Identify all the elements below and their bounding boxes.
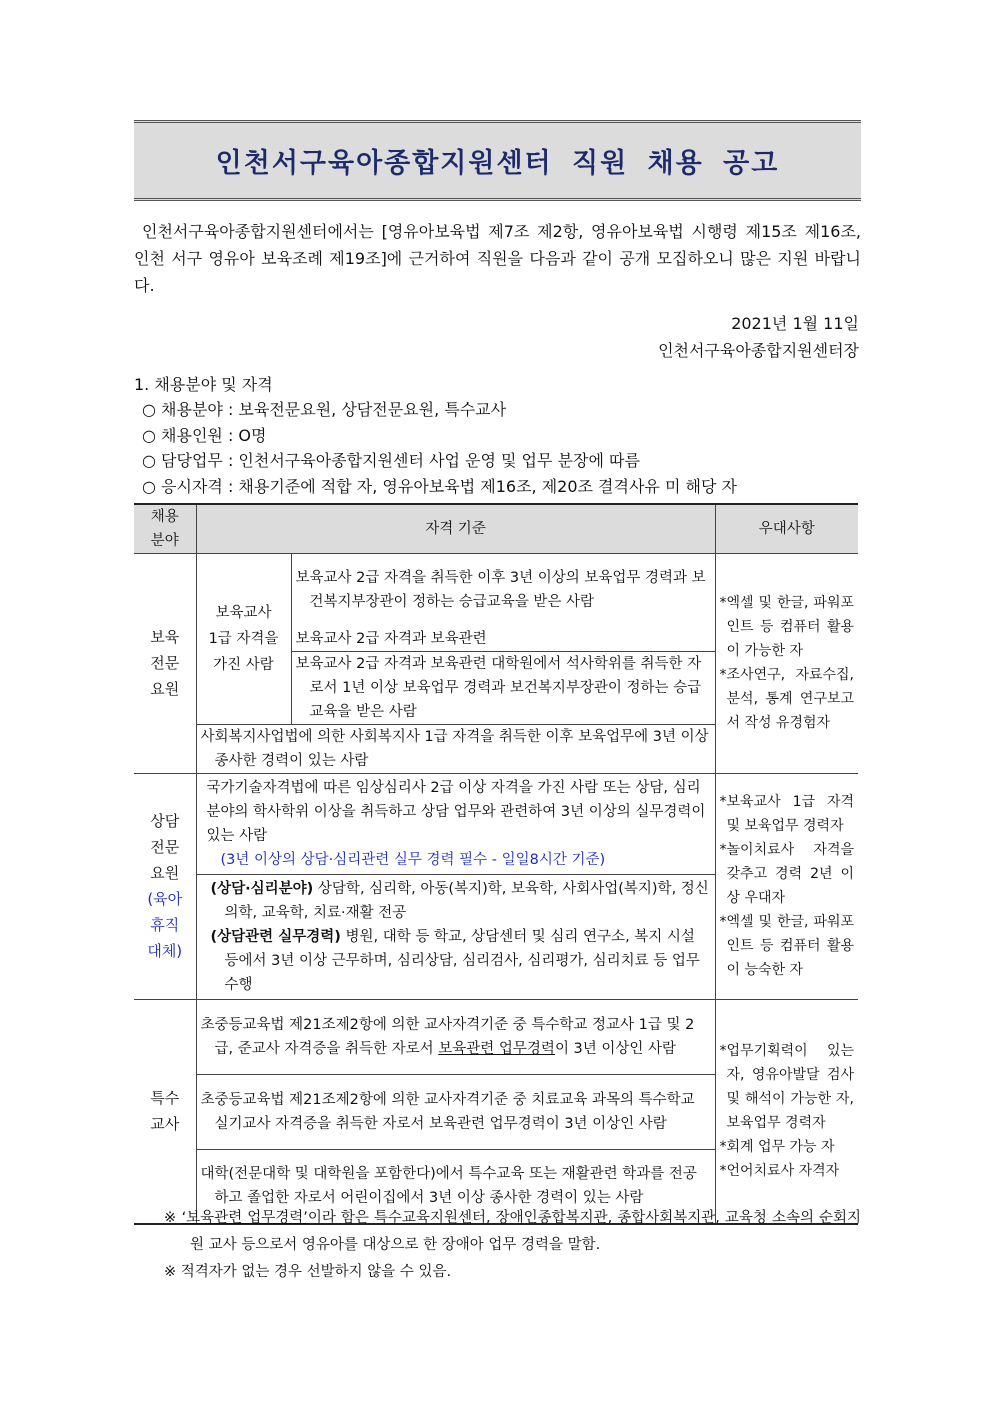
special-item-1-b: 이 3년 이상인 사람 — [554, 1040, 677, 1057]
counsel-main-text: 국가기술자격법에 따른 임상심리사 2급 이상 자격을 가진 사람 또는 상담, 심리분야의 학사학위 이상을 취득하고 상담 업무와 관련하여 3년 이상의 실무경력이 있는 사람 — [206, 779, 706, 844]
childcare-item-3: 보육교사 2급 자격과 보육관련 대학원에서 석사학위를 취득한 자로서 1년 이상 보육업무 경력과 보건복지부장관이 정하는 승급교육을 받은 사람 — [291, 651, 715, 724]
field-counsel-label: 상담 전문 요원 — [150, 812, 180, 882]
special-item-2: 초중등교육법 제21조제2항에 의한 교사자격기준 중 치료교육 과목의 특수학교 실기교사 자격증을 취득한 자로서 보육관련 업무경력이 3년 이상인 사람 — [196, 1074, 715, 1149]
childcare-other: 사회복지사업법에 의한 사회복지사 1급 자격을 취득한 이후 보육업무에 3년 이상 종사한 경력이 있는 사람 — [196, 724, 715, 773]
field-counsel-note: (육아 휴직 대체) — [147, 890, 183, 960]
section-bullets — [142, 397, 737, 499]
counsel-area — [207, 877, 711, 925]
page-title: 인천서구육아종합지원센터 직원 채용 공고 — [215, 148, 780, 179]
field-childcare: 보육 전문 요원 — [134, 554, 196, 774]
counsel-pref-1: *보육교사 1급 자격 및 보육업무 경력자 — [719, 794, 855, 834]
bullet-count: ○ 채용인원 : O명 — [142, 425, 267, 445]
note-1-text: 이라 함은 특수교육지원센터, 장애인종합복지관, 종합사회복지관, 교육청 소속의 순회지원 교사 등으로서 영유아를 대상으로 한 장애아 업무 경력을 말함. — [190, 1210, 861, 1253]
field-counsel — [134, 773, 196, 999]
notes — [164, 1205, 861, 1286]
note-1-mark: ※ — [164, 1210, 182, 1226]
qualification-table — [134, 503, 858, 1225]
childcare-preference — [715, 554, 858, 774]
counsel-experience — [207, 925, 711, 997]
counsel-detail — [196, 874, 715, 999]
counsel-pref-3: *엑셀 및 한글, 파워포인트 등 컴퓨터 활용이 능숙한 자 — [719, 914, 855, 978]
intro-paragraph: 인천서구육아종합지원센터에서는 [영유아보육법 제7조 제2항, 영유아보육법 시행령 제15조 제16조, 인천 서구 영유아 보육조례 제19조]에 근거하여 직원을 다음과 같이 공개 모집하오니 많은 지원 바랍니다. — [134, 222, 861, 295]
special-preference — [715, 999, 858, 1224]
header-criteria: 자격 기준 — [196, 504, 715, 554]
childcare-item-2: 보육교사 2급 자격과 보육관련 — [291, 627, 715, 652]
issuer-name: 인천서구육아종합지원센터장 — [658, 341, 859, 360]
counsel-exp-label: (상담관련 실무경력) — [210, 928, 341, 945]
note-1 — [164, 1205, 861, 1259]
counsel-pref-2: *놀이치료사 자격을 갖추고 경력 2년 이상 우대자 — [719, 842, 855, 906]
note-1-term: ‘보육관련 업무경력’ — [181, 1210, 308, 1226]
special-item-3: 대학(전문대학 및 대학원을 포함한다)에서 특수교육 또는 재활관련 학과를 전공하고 졸업한 자로서 어린이집에서 3년 이상 종사한 경력이 있는 사람 — [196, 1149, 715, 1224]
childcare-pref-1: *엑셀 및 한글, 파워포인트 등 컴퓨터 활용이 가능한 자 — [719, 595, 855, 660]
counsel-main-note: (3년 이상의 상담·심리관련 실무 경력 필수 - 일일8시간 기준) — [220, 851, 606, 868]
special-pref-1: *업무기획력이 있는 자, 영유아발달 검사 및 해석이 가능한 자, 보육업무 경력자 — [719, 1043, 855, 1132]
childcare-pref-2: *조사연구, 자료수집, 분석, 통계 연구보고서 작성 유경험자 — [719, 667, 855, 732]
counsel-exp-text: 병원, 대학 등 학교, 상담센터 및 심리 연구소, 복지 시설 등에서 3년 이상 근무하며, 심리상담, 심리검사, 심리평가, 심리치료 등 업무 수행 — [224, 928, 700, 993]
childcare-sub-label: 보육교사 1급 자격을 가진 사람 — [196, 554, 291, 725]
bullet-duty: ○ 담당업무 : 인천서구육아종합지원센터 사업 운영 및 업무 분장에 따름 — [142, 451, 640, 470]
counsel-preference — [715, 773, 858, 999]
header-preference: 우대사항 — [715, 504, 858, 554]
announcement-date: 2021년 1월 11일 — [731, 314, 859, 333]
special-pref-2: *회계 업무 가능 자 — [719, 1139, 835, 1156]
counsel-main — [196, 773, 715, 874]
field-special: 특수 교사 — [134, 999, 196, 1224]
special-item-1-u: 보육관련 업무경력 — [438, 1040, 555, 1057]
special-item-1 — [196, 999, 715, 1074]
note-2: ※ 적격자가 없는 경우 선발하지 않을 수 있음. — [164, 1264, 452, 1280]
section-title: 1. 채용분야 및 자격 — [134, 375, 273, 394]
title-box — [134, 120, 861, 201]
bullet-eligibility: ○ 응시자격 : 채용기준에 적합 자, 영유아보육법 제16조, 제20조 결격사유 미 해당 자 — [142, 476, 737, 496]
counsel-area-text: 상담학, 심리학, 아동(복지)학, 보육학, 사회사업(복지)학, 정신의학, 교육학, 치료·재활 전공 — [224, 880, 709, 921]
header-field: 채용 분야 — [134, 504, 196, 554]
bullet-field: ○ 채용분야 : 보육전문요원, 상담전문요원, 특수교사 — [142, 400, 507, 419]
special-pref-3: *언어치료사 자격자 — [719, 1163, 840, 1180]
special-item-1-a: 초중등교육법 제21조제2항에 의한 교사자격기준 중 특수학교 정교사 1급 및 2급, 준교사 자격증을 취득한 자로서 — [200, 1016, 695, 1057]
counsel-area-label: (상담·심리분야) — [210, 880, 314, 897]
childcare-item-1: 보육교사 2급 자격을 취득한 이후 3년 이상의 보육업무 경력과 보건복지부장관이 정하는 승급교육을 받은 사람 — [291, 554, 715, 627]
